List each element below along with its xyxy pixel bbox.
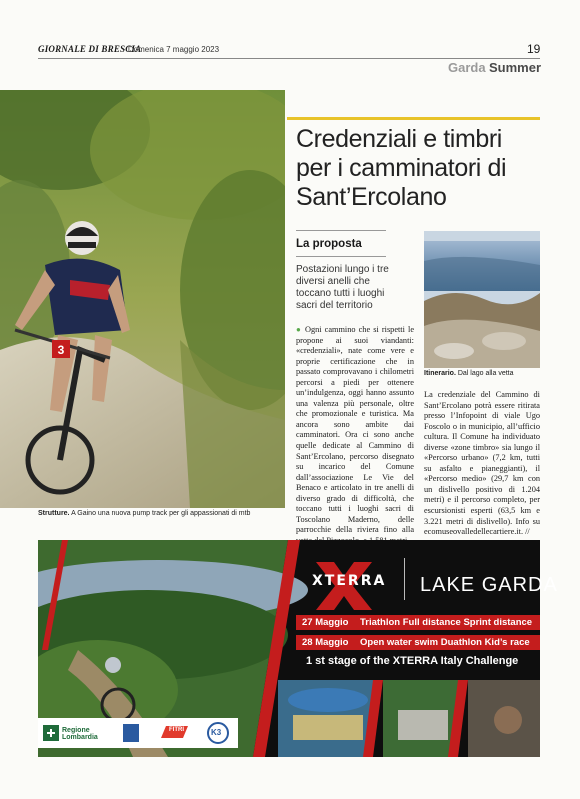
body-text-1: Ogni cammino che si rispetti le propone ai suoi viandanti: «credenziali», nate come vere e proprie certificazione che in passato comprovavano i chilometri percorsi a piedi per ottenere un’indulgenza, oggi hanno assunto una valenza più personale, oltre che promozionale e turistica. Ma ancora sono ambite dai camminatori. Ora ci sono anche quelle dedicate al Cammino di Sant’Ercolano, percorso disegnato su incarico del Comune dall’associazione Le Vie del Benaco e articolato in tre anelli di diverso grado di difficoltà, che toccano tutti i luoghi sacri di Toscolano Maderno, delle parrocchie della riviera fino alla (296, 325, 414, 535)
header-rule (38, 58, 540, 59)
race-bib-number: 3 (57, 343, 65, 357)
bullet-icon: ● (296, 325, 302, 334)
page-number: 19 (527, 42, 541, 56)
issue-date: · Domenica 7 maggio 2023 (123, 45, 220, 54)
article-body-column-1 (296, 325, 414, 546)
ad-event-text: Triathlon Full distance Sprint distance (360, 617, 533, 628)
article-kicker: La proposta (296, 238, 362, 250)
sponsor-k3: K3 (211, 728, 222, 737)
photo2-caption-label: Itinerario. (424, 370, 456, 377)
ad-event-row (296, 635, 540, 650)
sponsor-regione-lombardia: Regione Lombardia (62, 727, 98, 741)
section-name-garda: Garda (448, 60, 486, 75)
ad-brand-name: XTERRA (312, 573, 387, 589)
mountain-bike-photo (0, 90, 285, 508)
section-name-summer: Summer (489, 60, 542, 75)
ad-event-text: Open water swim Duathlon Kid’s race (360, 637, 530, 648)
article-deck: Postazioni lungo i tre diversi anelli che toccano tutti i luoghi sacri del territorio (296, 264, 389, 311)
lake-view-photo (424, 231, 540, 368)
ad-event-row (296, 615, 540, 630)
sponsor-logo-strip (38, 718, 238, 748)
ad-event-date: 28 Maggio (302, 637, 349, 648)
ad-divider (404, 558, 405, 600)
ad-stage-text: 1 st stage of the XTERRA Italy Challenge (306, 655, 519, 667)
newspaper-name: GIORNALE DI BRESCIA (38, 44, 142, 54)
photo2-caption (424, 370, 540, 377)
article-body-column-2: La credenziale del Cammino di Sant’Ercolano potrà essere ritirata presso l’Infopoint di viale Ugo Foscolo o in municipio, all’ufficio cultura. Il Comune ha individuato diverse «zone timbro» sia lungo il «Percorso urbano» (7,2 km, tutti su asfalto e pianeggianti), il «Percorso medio» (29,7 km con un dislivello positivo di 1.204 metri) e il percorso completo, per escursionisti esperti (63,5 km e 3.221 metri di dislivello). Info su ecomuseovalledellecartiere.it. // (424, 390, 540, 537)
photo-caption (38, 510, 288, 517)
photo-caption-label: Strutture. (38, 510, 70, 517)
photo-caption-text: A Gaino una nuova pump track per gli appassionati di mtb (71, 510, 251, 517)
article-headline: Credenziali e timbri per i camminatori di Sant’Ercolano (296, 125, 507, 211)
kicker-bottom-rule (296, 256, 386, 257)
ad-location: LAKE GARDA (420, 574, 558, 596)
headline-accent-bar (287, 117, 540, 120)
ad-event-date: 27 Maggio (302, 617, 349, 628)
sponsor-fitri: FITRI (169, 727, 184, 733)
photo2-caption-text: Dal lago alla vetta (457, 370, 514, 377)
kicker-top-rule (296, 230, 386, 231)
